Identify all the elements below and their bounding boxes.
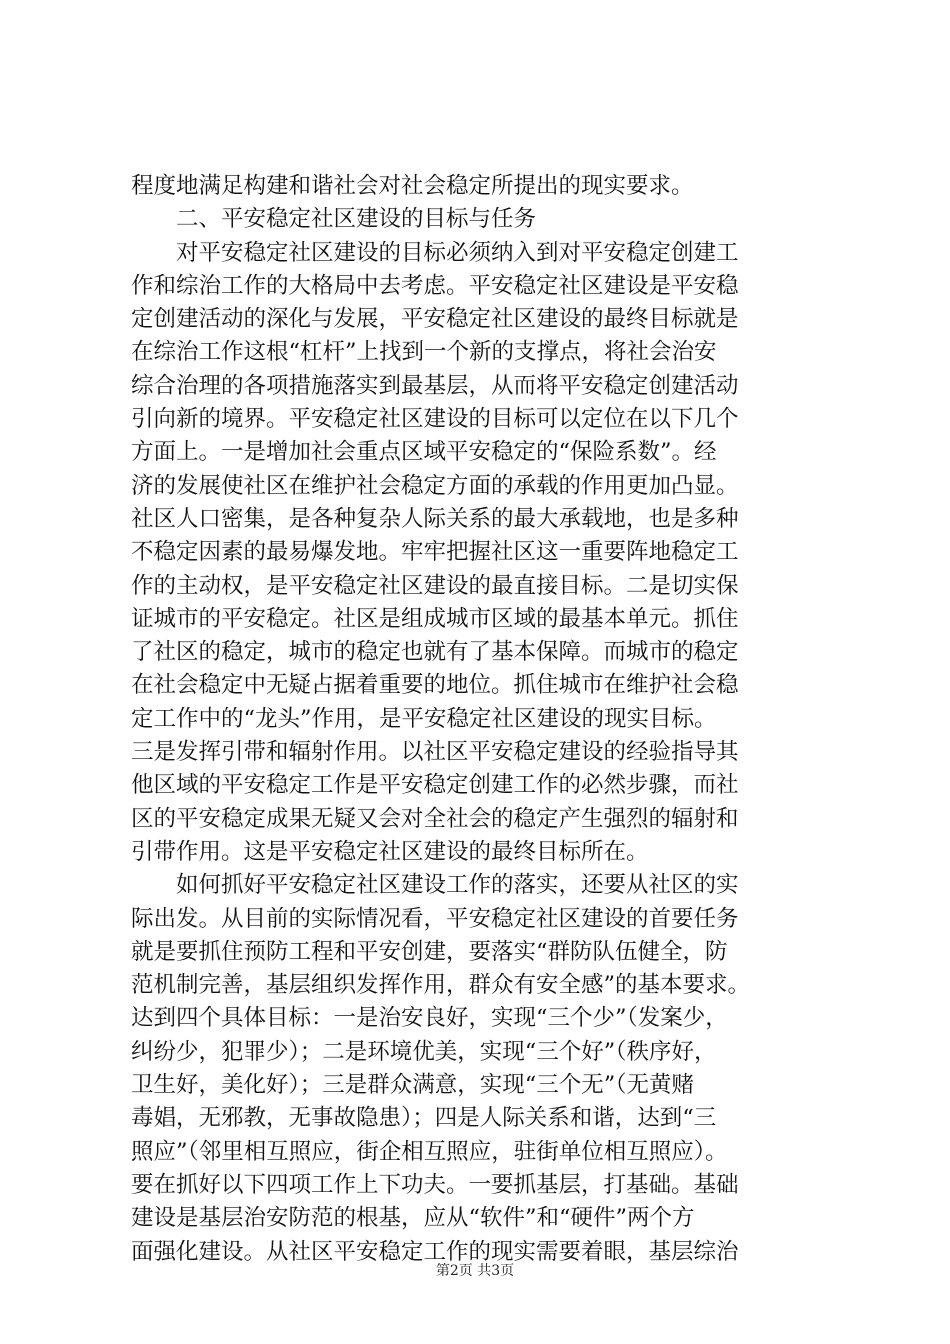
text-line: 程度地满足构建和谐社会对社会稳定所提出的现实要求。 [131,173,694,199]
section-heading: 二、平安稳定社区建设的目标与任务 [131,206,537,233]
text-line: 纠纷少，犯罪少）；二是环境优美，实现“三个好”（秩序好， [131,1038,717,1065]
text-line: 如何抓好平安稳定社区建设工作的落实，还要从社区的实 [131,872,739,899]
text-line: 他区域的平安稳定工作是平安稳定创建工作的必然步骤，而社 [131,772,739,799]
text-line: 定创建活动的深化与发展，平安稳定社区建设的最终目标就是 [131,306,739,333]
text-line: 范机制完善，基层组织发挥作用，群众有安全感”的基本要求。 [131,972,751,999]
text-line: 不稳定因素的最易爆发地。牢牢把握社区这一重要阵地稳定工 [131,539,739,566]
text-line: 面强化建设。从社区平安稳定工作的现实需要着眼，基层综治 [131,1238,739,1265]
text-line: 定工作中的“龙头”作用，是平安稳定社区建设的现实目标。 [131,705,717,732]
text-line: 济的发展使社区在维护社会稳定方面的承载的作用更加凸显。 [131,472,739,499]
text-line: 对平安稳定社区建设的目标必须纳入到对平安稳定创建工 [131,239,739,266]
text-line: 建设是基层治安防范的根基，应从“软件”和“硬件”两个方 [131,1205,695,1232]
text-line: 在社会稳定中无疑占据着重要的地位。抓住城市在维护社会稳 [131,672,739,699]
text-line: 作的主动权，是平安稳定社区建设的最直接目标。二是切实保 [131,572,739,599]
text-line: 方面上。一是增加社会重点区域平安稳定的“保险系数”。经 [131,439,717,466]
text-line: 就是要抓住预防工程和平安创建，要落实“群防队伍健全，防 [131,938,728,965]
text-line: 要在抓好以下四项工作上下功夫。一要抓基层，打基础。基础 [131,1171,739,1198]
text-line: 达到四个具体目标：一是治安良好，实现“三个少”（发案少， [131,1005,728,1032]
text-line: 证城市的平安稳定。社区是组成城市区域的最基本单元。抓住 [131,605,739,632]
body-text [131,170,831,1269]
text-line: 三是发挥引带和辐射作用。以社区平安稳定建设的经验指导其 [131,739,739,766]
text-line: 作和综治工作的大格局中去考虑。平安稳定社区建设是平安稳 [131,272,739,299]
text-line: 区的平安稳定成果无疑又会对全社会的稳定产生强烈的辐射和 [131,805,739,832]
text-line: 综合治理的各项措施落实到最基层，从而将平安稳定创建活动 [131,372,739,399]
text-line: 引向新的境界。平安稳定社区建设的目标可以定位在以下几个 [131,406,739,433]
text-line: 毒娼，无邪教，无事故隐患）；四是人际关系和谐，达到“三 [131,1105,717,1132]
text-line: 际出发。从目前的实际情况看，平安稳定社区建设的首要任务 [131,905,739,932]
text-line: 引带作用。这是平安稳定社区建设的最终目标所在。 [131,838,649,865]
text-line: 照应”（邻里相互照应，街企相互照应，驻街单位相互照应）。 [131,1138,728,1165]
text-line: 了社区的稳定，城市的稳定也就有了基本保障。而城市的稳定 [131,639,739,666]
page-number-footer: 第2页 共3页 [435,1263,515,1279]
text-line: 社区人口密集，是各种复杂人际关系的最大承载地，也是多种 [131,505,739,532]
text-line: 在综治工作这根“杠杆”上找到一个新的支撑点，将社会治安 [131,339,717,366]
text-line: 卫生好，美化好）；三是群众满意，实现“三个无”（无黄赌 [131,1072,695,1099]
